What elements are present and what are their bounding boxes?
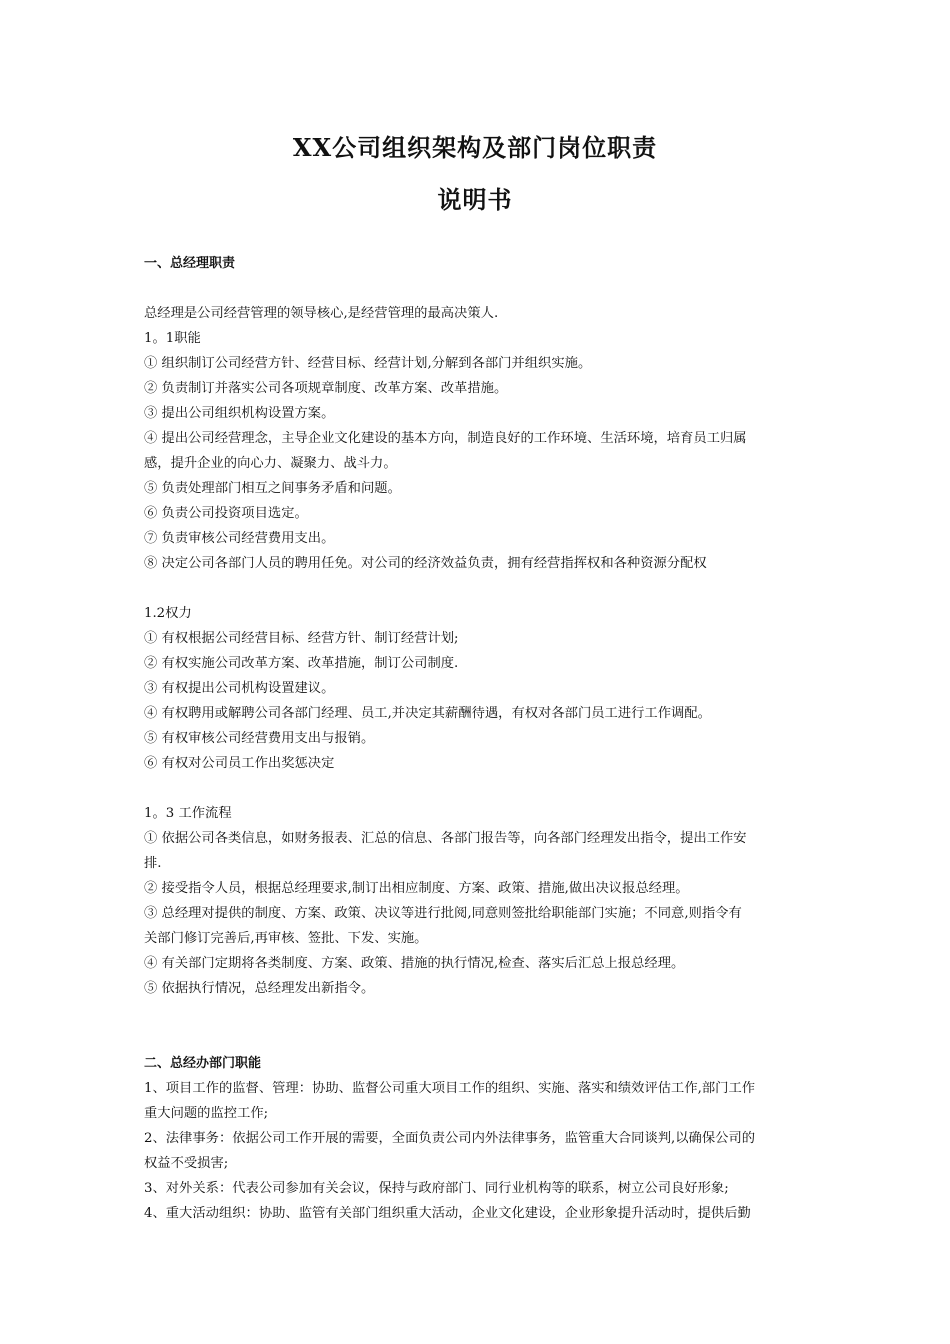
workflow-item: ① 依据公司各类信息，如财务报表、汇总的信息、各部门报告等，向各部门经理发出指令，提出工作安 (144, 831, 747, 846)
duty-item: ⑤ 负责处理部门相互之间事务矛盾和问题。 (144, 481, 401, 496)
spacer (144, 1001, 809, 1051)
power-item: ⑥ 有权对公司员工作出奖惩决定 (144, 756, 335, 771)
workflow-item: ⑤ 依据执行情况，总经理发出新指令。 (144, 981, 375, 996)
power-item: ⑤ 有权审核公司经营费用支出与报销。 (144, 731, 375, 746)
workflow-item: ④ 有关部门定期将各类制度、方案、政策、措施的执行情况,检查、落实后汇总上报总经理。 (144, 956, 685, 971)
function-item: 2、法律事务：依据公司工作开展的需要，全面负责公司内外法律事务，监管重大合同谈判,以确保公司的 (144, 1131, 756, 1146)
power-item: ③ 有权提出公司机构设置建议。 (144, 681, 335, 696)
workflow-item: 排. (144, 856, 162, 871)
document-title: XX公司组织架构及部门岗位职责 (292, 133, 658, 162)
spacer (144, 776, 809, 801)
duties-label: 1。1职能 (144, 331, 201, 346)
section-heading-2: 二、总经办部门职能 (144, 1056, 262, 1071)
powers-label: 1.2权力 (144, 606, 192, 621)
duty-item: ④ 提出公司经营理念，主导企业文化建设的基本方向，制造良好的工作环境、生活环境，培育员工归属 (144, 431, 747, 446)
document-body (144, 251, 809, 1226)
section-heading-1: 一、总经理职责 (144, 256, 236, 271)
document-subtitle: 说明书 (437, 185, 513, 214)
power-item: ④ 有权聘用或解聘公司各部门经理、员工,并决定其薪酬待遇，有权对各部门员工进行工作调配。 (144, 706, 711, 721)
function-item: 权益不受损害; (144, 1156, 229, 1171)
function-item: 1、项目工作的监督、管理：协助、监督公司重大项目工作的组织、实施、落实和绩效评估工作,部门工作 (144, 1081, 756, 1096)
duty-item: ⑧ 决定公司各部门人员的聘用任免。对公司的经济效益负责，拥有经营指挥权和各种资源分配权 (144, 556, 707, 571)
spacer (144, 576, 809, 601)
spacer (144, 276, 809, 301)
intro-paragraph: 总经理是公司经营管理的领导核心,是经营管理的最高决策人. (144, 306, 499, 321)
function-item: 3、对外关系：代表公司参加有关会议，保持与政府部门、同行业机构等的联系，树立公司良好形象; (144, 1181, 729, 1196)
duty-item: ③ 提出公司组织机构设置方案。 (144, 406, 335, 421)
duty-item: ⑦ 负责审核公司经营费用支出。 (144, 531, 335, 546)
workflow-item: ② 接受指令人员，根据总经理要求,制订出相应制度、方案、政策、措施,做出决议报总经理。 (144, 881, 689, 896)
duty-item: ⑥ 负责公司投资项目选定。 (144, 506, 308, 521)
duty-item: ① 组织制订公司经营方针、经营目标、经营计划,分解到各部门并组织实施。 (144, 356, 592, 371)
power-item: ② 有权实施公司改革方案、改革措施，制订公司制度. (144, 656, 459, 671)
workflow-item: 关部门修订完善后,再审核、签批、下发、实施。 (144, 931, 428, 946)
function-item: 4、重大活动组织：协助、监管有关部门组织重大活动，企业文化建设，企业形象提升活动时，提供后勤 (144, 1206, 751, 1221)
workflow-item: ③ 总经理对提供的制度、方案、政策、决议等进行批阅,同意则签批给职能部门实施；不同意,则指令有 (144, 906, 742, 921)
duty-item: ② 负责制订并落实公司各项规章制度、改革方案、改革措施。 (144, 381, 508, 396)
function-item: 重大问题的监控工作; (144, 1106, 269, 1121)
power-item: ① 有权根据公司经营目标、经营方针、制订经营计划; (144, 631, 459, 646)
duty-item: 感，提升企业的向心力、凝聚力、战斗力。 (144, 456, 397, 471)
workflow-label: 1。3 工作流程 (144, 806, 232, 821)
